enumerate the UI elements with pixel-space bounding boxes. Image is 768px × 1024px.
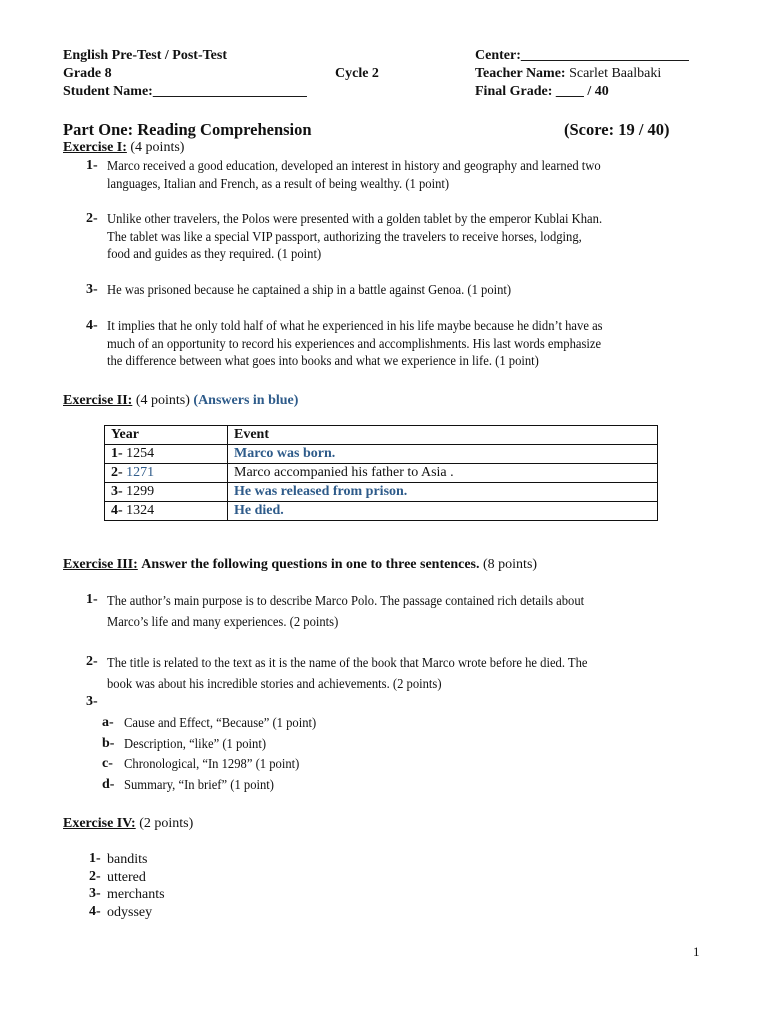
exercise3-item-3-number: 3- (86, 694, 98, 709)
exercise3-heading (63, 556, 537, 574)
text-line: It implies that he only told half of what he experienced in his life maybe because he didn’t have as (107, 319, 603, 334)
header-left (63, 47, 307, 101)
exercise2-points: (4 points) (135, 393, 190, 408)
text-line: Marco received a good education, developed an interest in history and geography and learned two (107, 159, 601, 174)
exercise3-label: Exercise III: (63, 557, 138, 572)
text-line: Marco’s life and many experiences. (2 points) (107, 614, 339, 630)
list-item: bandits (107, 852, 148, 867)
row-number: 1- (111, 446, 123, 461)
list-item: merchants (107, 887, 165, 902)
item-text (107, 158, 656, 193)
exercise4-label: Exercise IV: (63, 816, 136, 831)
item-text (107, 282, 556, 300)
list-number: 4- (89, 904, 101, 919)
item-number: 2- (86, 654, 98, 669)
text-line: Unlike other travelers, the Polos were presented with a golden tablet by the emperor Kublai Khan. (107, 212, 603, 227)
text-line: languages, Italian and French, as a result of being wealthy. (1 point) (107, 176, 450, 192)
list-number: 2- (89, 869, 101, 884)
subitem-text: Description, “like” (1 point) (124, 737, 267, 752)
header-right (475, 47, 689, 101)
exercise2-heading (63, 392, 298, 410)
exercise1-label: Exercise I: (63, 140, 127, 155)
item-text (107, 318, 658, 371)
exercise1-heading (63, 139, 184, 157)
item-text (107, 654, 641, 695)
item-number: 1- (86, 592, 98, 607)
row-year: 1271 (126, 465, 155, 480)
exercise4-points: (2 points) (139, 816, 194, 831)
teacher-label: Teacher Name: (475, 66, 566, 81)
subitem-letter: b- (102, 736, 115, 751)
subitem-text: Summary, “In brief” (1 point) (124, 778, 274, 793)
subitem-text: Cause and Effect, “Because” (1 point) (124, 716, 317, 731)
text-line: The tablet was like a special VIP passport, authorizing the travelers to receive horses, lodging, (107, 229, 582, 245)
header-event: Event (228, 426, 658, 445)
list-item: uttered (107, 870, 146, 885)
row-year: 1299 (126, 484, 155, 499)
grade-label: Grade 8 (63, 66, 112, 81)
text-line: much of an opportunity to record his experiences and accomplishments. His last words emphasize (107, 336, 602, 352)
table-row (105, 483, 658, 502)
item-number: 1- (86, 158, 98, 173)
subitem-letter: c- (102, 756, 113, 771)
text-line: the difference between what goes into books and what we experience in life. (1 point) (107, 354, 539, 369)
row-event: He was released from prison. (228, 483, 658, 502)
row-event: Marco accompanied his father to Asia . (228, 464, 658, 483)
cycle-label: Cycle 2 (335, 66, 379, 81)
final-grade-label: Final Grade: (475, 84, 553, 99)
teacher-line (475, 65, 689, 83)
student-name-field: Student Name:______________________ (63, 84, 307, 99)
item-text (107, 592, 637, 633)
exercise1-points: (4 points) (130, 140, 185, 155)
page-number: 1 (693, 944, 700, 959)
row-year: 1324 (126, 503, 155, 518)
subitem-letter: a- (102, 715, 114, 730)
final-grade-line (475, 83, 689, 101)
table-row (105, 445, 658, 464)
text-line: He was prisoned because he captained a ship in a battle against Genoa. (1 point) (107, 283, 512, 298)
exercise2-note: (Answers in blue) (193, 393, 299, 408)
list-item: odyssey (107, 905, 153, 920)
exercise2-label: Exercise II: (63, 393, 133, 408)
table-row (105, 464, 658, 483)
list-number: 3- (89, 886, 101, 901)
text-line: food and guides as they required. (1 point) (107, 247, 322, 262)
exercise4-heading (63, 815, 193, 833)
table-header-row (105, 426, 658, 445)
item-number: 4- (86, 318, 98, 333)
test-title: English Pre-Test / Post-Test (63, 48, 227, 63)
part-one-title: Part One: Reading Comprehension (63, 120, 312, 139)
events-table (104, 425, 658, 521)
center-field: Center:________________________ (475, 48, 689, 63)
text-line: The title is related to the text as it is the name of the book that Marco wrote before he died. The (107, 656, 588, 671)
part-one-score: (Score: 19 / 40) (564, 120, 670, 139)
text-line: book was about his incredible stories and achievements. (2 points) (107, 676, 442, 692)
item-number: 2- (86, 211, 98, 226)
text-line: The author’s main purpose is to describe Marco Polo. The passage contained rich details about (107, 594, 585, 609)
exercise3-points: (8 points) (483, 557, 538, 572)
subitem-text: Chronological, “In 1298” (1 point) (124, 757, 300, 772)
list-number: 1- (89, 851, 101, 866)
subitem-letter: d- (102, 777, 115, 792)
row-number: 4- (111, 503, 123, 518)
row-number: 2- (111, 465, 123, 480)
row-event: Marco was born. (228, 445, 658, 464)
row-year: 1254 (126, 446, 155, 461)
item-number: 3- (86, 282, 98, 297)
table-row (105, 502, 658, 521)
teacher-value: Scarlet Baalbaki (569, 66, 662, 81)
final-grade-value: ____ / 40 (555, 84, 609, 99)
exercise3-instruction: Answer the following questions in one to three sentences. (141, 557, 480, 572)
header-year: Year (105, 426, 228, 445)
item-text (107, 211, 657, 264)
row-event: He died. (228, 502, 658, 521)
row-number: 3- (111, 484, 123, 499)
